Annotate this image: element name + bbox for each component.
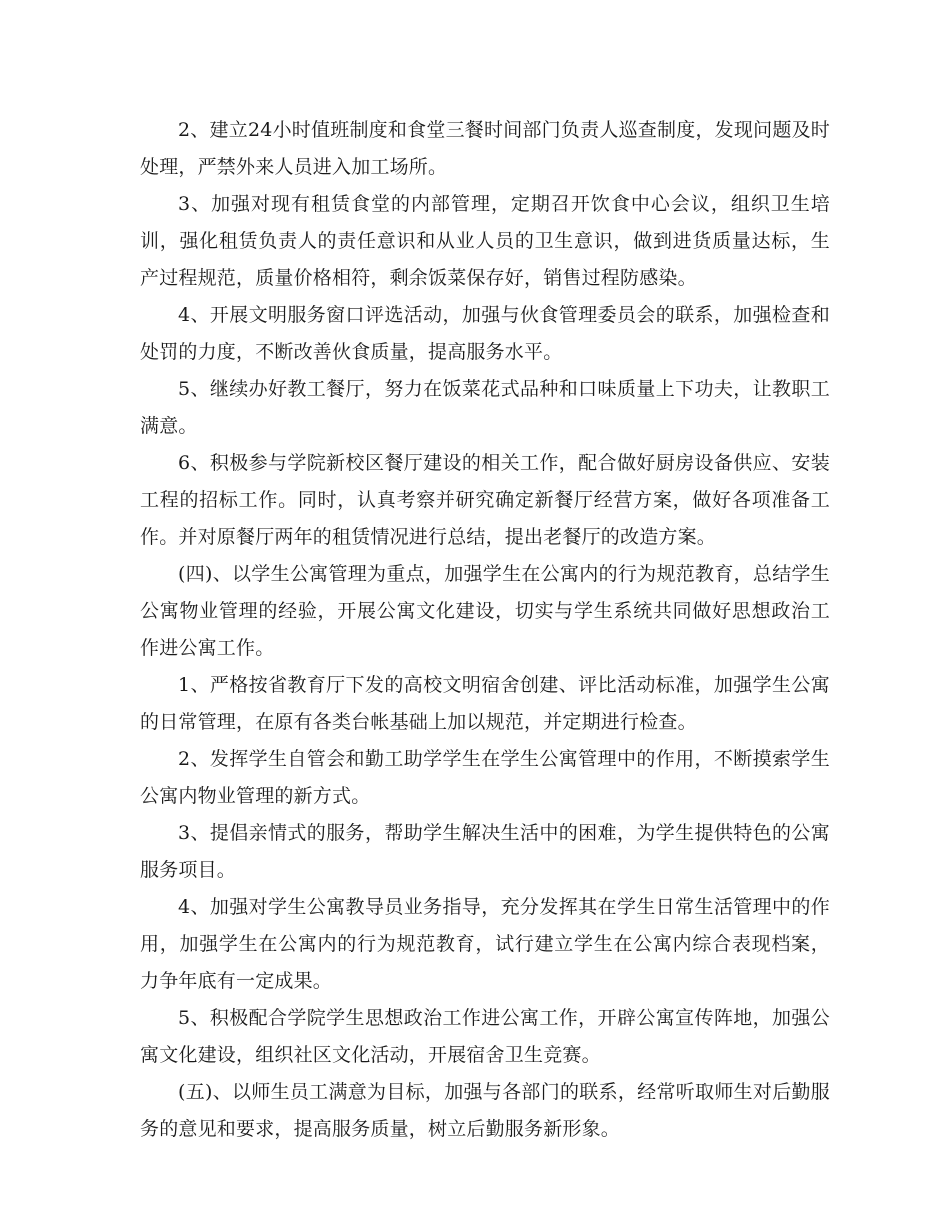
paragraph-caring-service: 3、提倡亲情式的服务，帮助学生解决生活中的困难，为学生提供特色的公寓服务项目。 xyxy=(140,822,830,881)
paragraph-staff-restaurant: 5、继续办好教工餐厅，努力在饭菜花式品种和口味质量上下功夫，让教职工满意。 xyxy=(140,378,830,437)
paragraph-service-window: 4、开展文明服务窗口评选活动，加强与伙食管理委员会的联系，加强检查和处罚的力度，不断改善伙食质量，提高服务水平。 xyxy=(140,304,830,363)
paragraph-counselor-guidance: 4、加强对学生公寓教导员业务指导，充分发挥其在学生日常生活管理中的作用，加强学生在公寓内的行为规范教育，试行建立学生在公寓内综合表现档案，力争年底有一定成果。 xyxy=(140,896,830,992)
paragraph-section-five-heading: (五)、以师生员工满意为目标，加强与各部门的联系，经常听取师生对后勤服务的意见和要求，提高服务质量，树立后勤服务新形象。 xyxy=(140,1081,830,1140)
paragraph-dorm-culture: 5、积极配合学院学生思想政治工作进公寓工作，开辟公寓宣传阵地，加强公寓文化建设，组织社区文化活动，开展宿舍卫生竞赛。 xyxy=(140,1007,830,1066)
paragraph-dorm-standards: 1、严格按省教育厅下发的高校文明宿舍创建、评比活动标准，加强学生公寓的日常管理，在原有各类台帐基础上加以规范，并定期进行检查。 xyxy=(140,674,830,733)
paragraph-section-four-heading: (四)、以学生公寓管理为重点，加强学生在公寓内的行为规范教育，总结学生公寓物业管理的经验，开展公寓文化建设，切实与学生系统共同做好思想政治工作进公寓工作。 xyxy=(140,563,830,659)
document-body xyxy=(140,112,830,1148)
paragraph-self-management: 2、发挥学生自管会和勤工助学学生在学生公寓管理中的作用，不断摸索学生公寓内物业管理的新方式。 xyxy=(140,748,830,807)
paragraph-new-campus-restaurant: 6、积极参与学院新校区餐厅建设的相关工作，配合做好厨房设备供应、安装工程的招标工作。同时，认真考察并研究确定新餐厅经营方案，做好各项准备工作。并对原餐厅两年的租赁情况进行总结，提出老餐厅的改造方案。 xyxy=(140,452,830,548)
paragraph-duty-system: 2、建立24小时值班制度和食堂三餐时间部门负责人巡查制度，发现问题及时处理，严禁外来人员进入加工场所。 xyxy=(140,119,830,178)
paragraph-canteen-management: 3、加强对现有租赁食堂的内部管理，定期召开饮食中心会议，组织卫生培训，强化租赁负责人的责任意识和从业人员的卫生意识，做到进货质量达标，生产过程规范，质量价格相符，剩余饭菜保存好，销售过程防感染。 xyxy=(140,193,830,289)
